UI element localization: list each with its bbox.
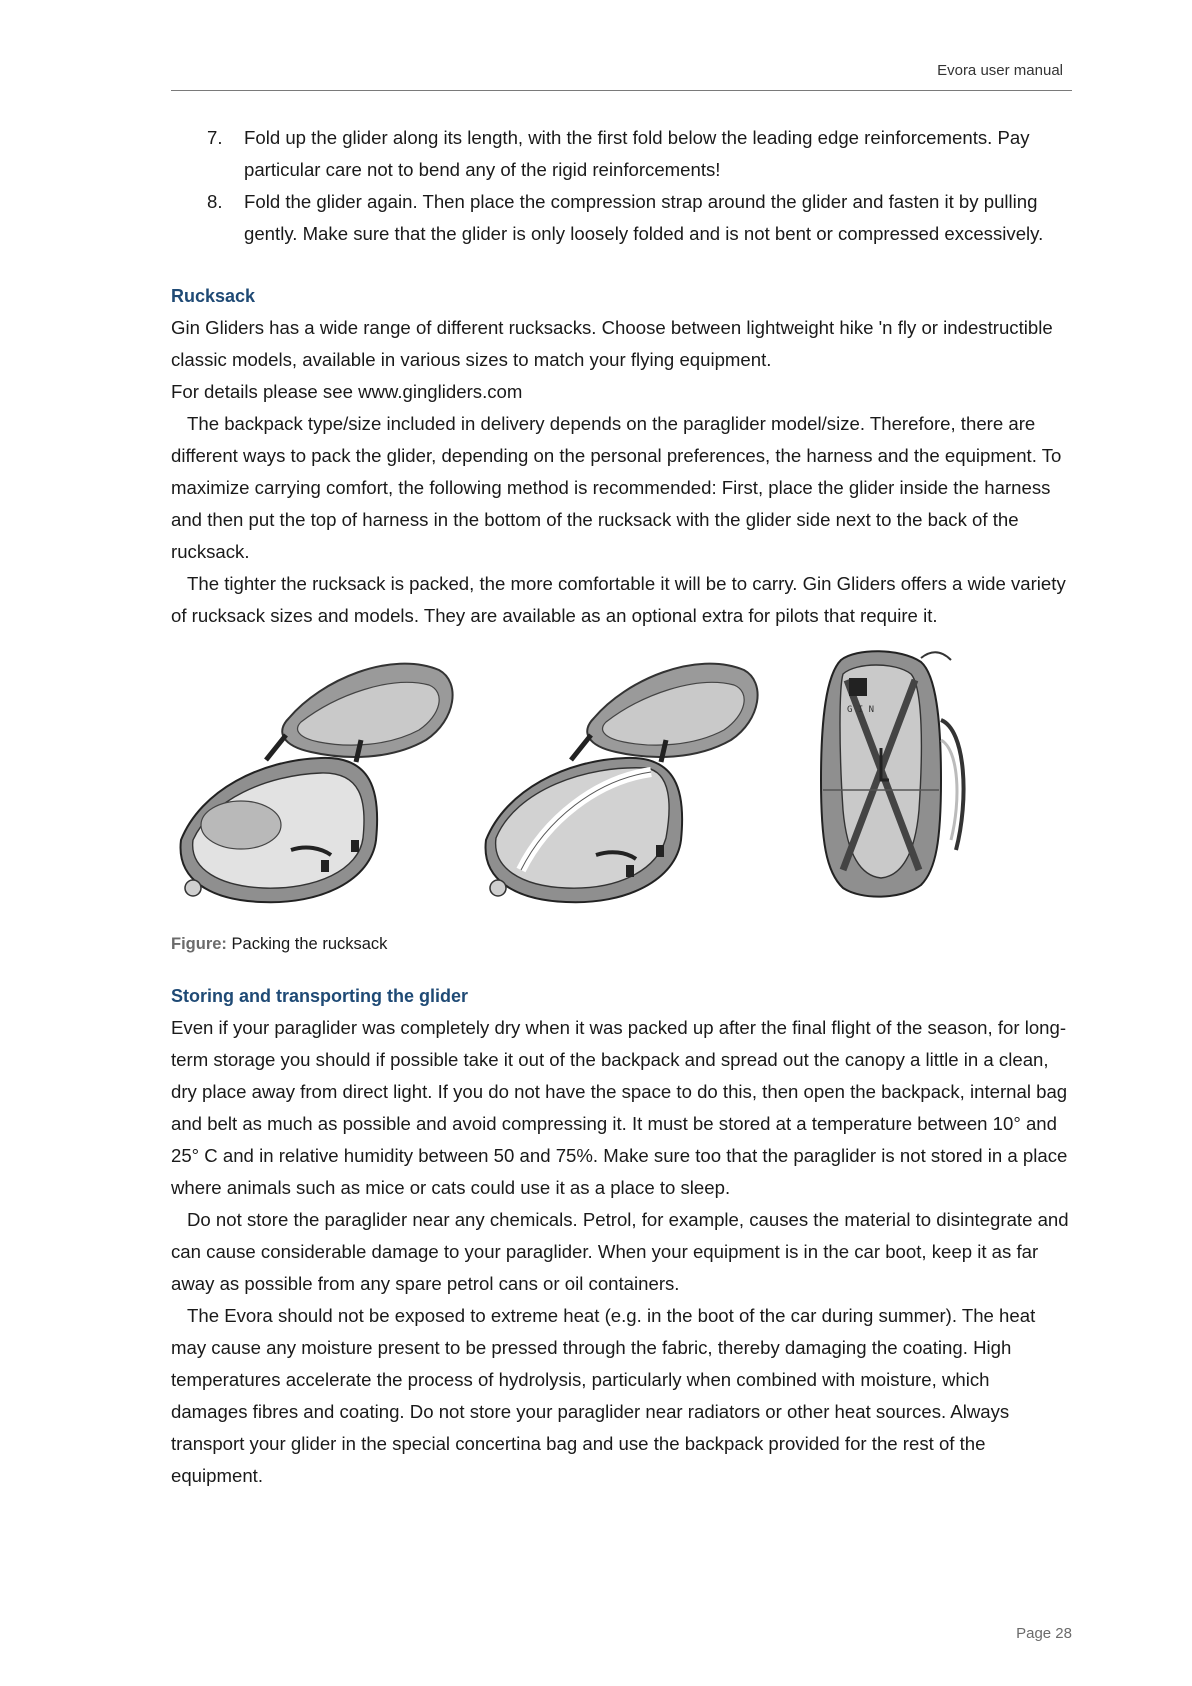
open-rucksack-empty-illustration bbox=[171, 640, 471, 925]
step-text: Fold the glider again. Then place the compression strap around the glider and fasten it by pulling gently. Make sure that the glider is only loosely folded and is not bent or compressed excessively. bbox=[244, 191, 1044, 244]
paragraph: Even if your paraglider was completely dry when it was packed up after the final flight of the season, for long-term storage you should if possible take it out of the backpack and spread out the canopy a little in a clean, dry place away from direct light. If you do not have the space to do this, then open the backpack, internal bag and belt as much as possible and avoid compressing it. It must be stored at a temperature between 10° and 25° C and in relative humidity between 50 and 75%. Make sure too that the paraglider is not stored in a place where animals such as mice or cats could use it as a place to sleep. bbox=[171, 1017, 1068, 1198]
packing-steps-list bbox=[171, 122, 1071, 250]
section-heading-storing: Storing and transporting the glider bbox=[171, 986, 468, 1006]
caption-text: Packing the rucksack bbox=[231, 935, 388, 953]
paragraph: For details please see www.gingliders.com bbox=[171, 381, 523, 402]
closed-rucksack-illustration bbox=[781, 640, 981, 925]
paragraph: Do not store the paraglider near any chemicals. Petrol, for example, causes the material to disintegrate and can cause considerable damage to your paraglider. When your equipment is in the car boot, keep it as far away as possible from any spare petrol cans or oil containers. bbox=[171, 1209, 1069, 1294]
list-item bbox=[171, 122, 1071, 186]
step-number: 7. bbox=[207, 127, 223, 148]
document-title: Evora user manual bbox=[937, 62, 1063, 79]
paragraph: The backpack type/size included in delivery depends on the paraglider model/size. Therefore, there are different ways to pack the glider, depending on the personal preferences, the harness and the equipment. To maximize carrying comfort, the following method is recommended: First, place the glider inside the harness and then put the top of harness in the bottom of the rucksack with the glider side next to the back of the rucksack. bbox=[171, 413, 1062, 562]
paragraph: The tighter the rucksack is packed, the more comfortable it will be to carry. Gin Gliders offers a wide variety of rucksack sizes and models. They are available as an optional extra for pilots that require it. bbox=[171, 573, 1066, 626]
step-number: 8. bbox=[207, 191, 223, 212]
gin-logo: G I N bbox=[847, 705, 875, 715]
section-heading-rucksack: Rucksack bbox=[171, 286, 256, 306]
figure-caption bbox=[171, 928, 1071, 960]
open-rucksack-packed-illustration bbox=[476, 640, 776, 925]
paragraph: The Evora should not be exposed to extreme heat (e.g. in the boot of the car during summer). The heat may cause any moisture present to be pressed through the fabric, thereby damaging the coating. High temperatures accelerate the process of hydrolysis, particularly when combined with moisture, which damages fibres and coating. Do not store your paraglider near radiators or other heat sources. Always transport your glider in the special concertina bag and use the backpack provided for the rest of the equipment. bbox=[171, 1305, 1036, 1486]
page-header bbox=[171, 58, 1072, 91]
page-number: Page 28 bbox=[1016, 1625, 1072, 1642]
rucksack-figure bbox=[171, 640, 1071, 930]
list-item bbox=[171, 186, 1071, 250]
step-text: Fold up the glider along its length, with the first fold below the leading edge reinforcements. Pay particular care not to bend any of the rigid reinforcements! bbox=[244, 127, 1030, 180]
paragraph: Gin Gliders has a wide range of different rucksacks. Choose between lightweight hike 'n fly or indestructible classic models, available in various sizes to match your flying equipment. bbox=[171, 317, 1053, 370]
page-content bbox=[171, 122, 1071, 1492]
caption-label: Figure: bbox=[171, 935, 227, 953]
